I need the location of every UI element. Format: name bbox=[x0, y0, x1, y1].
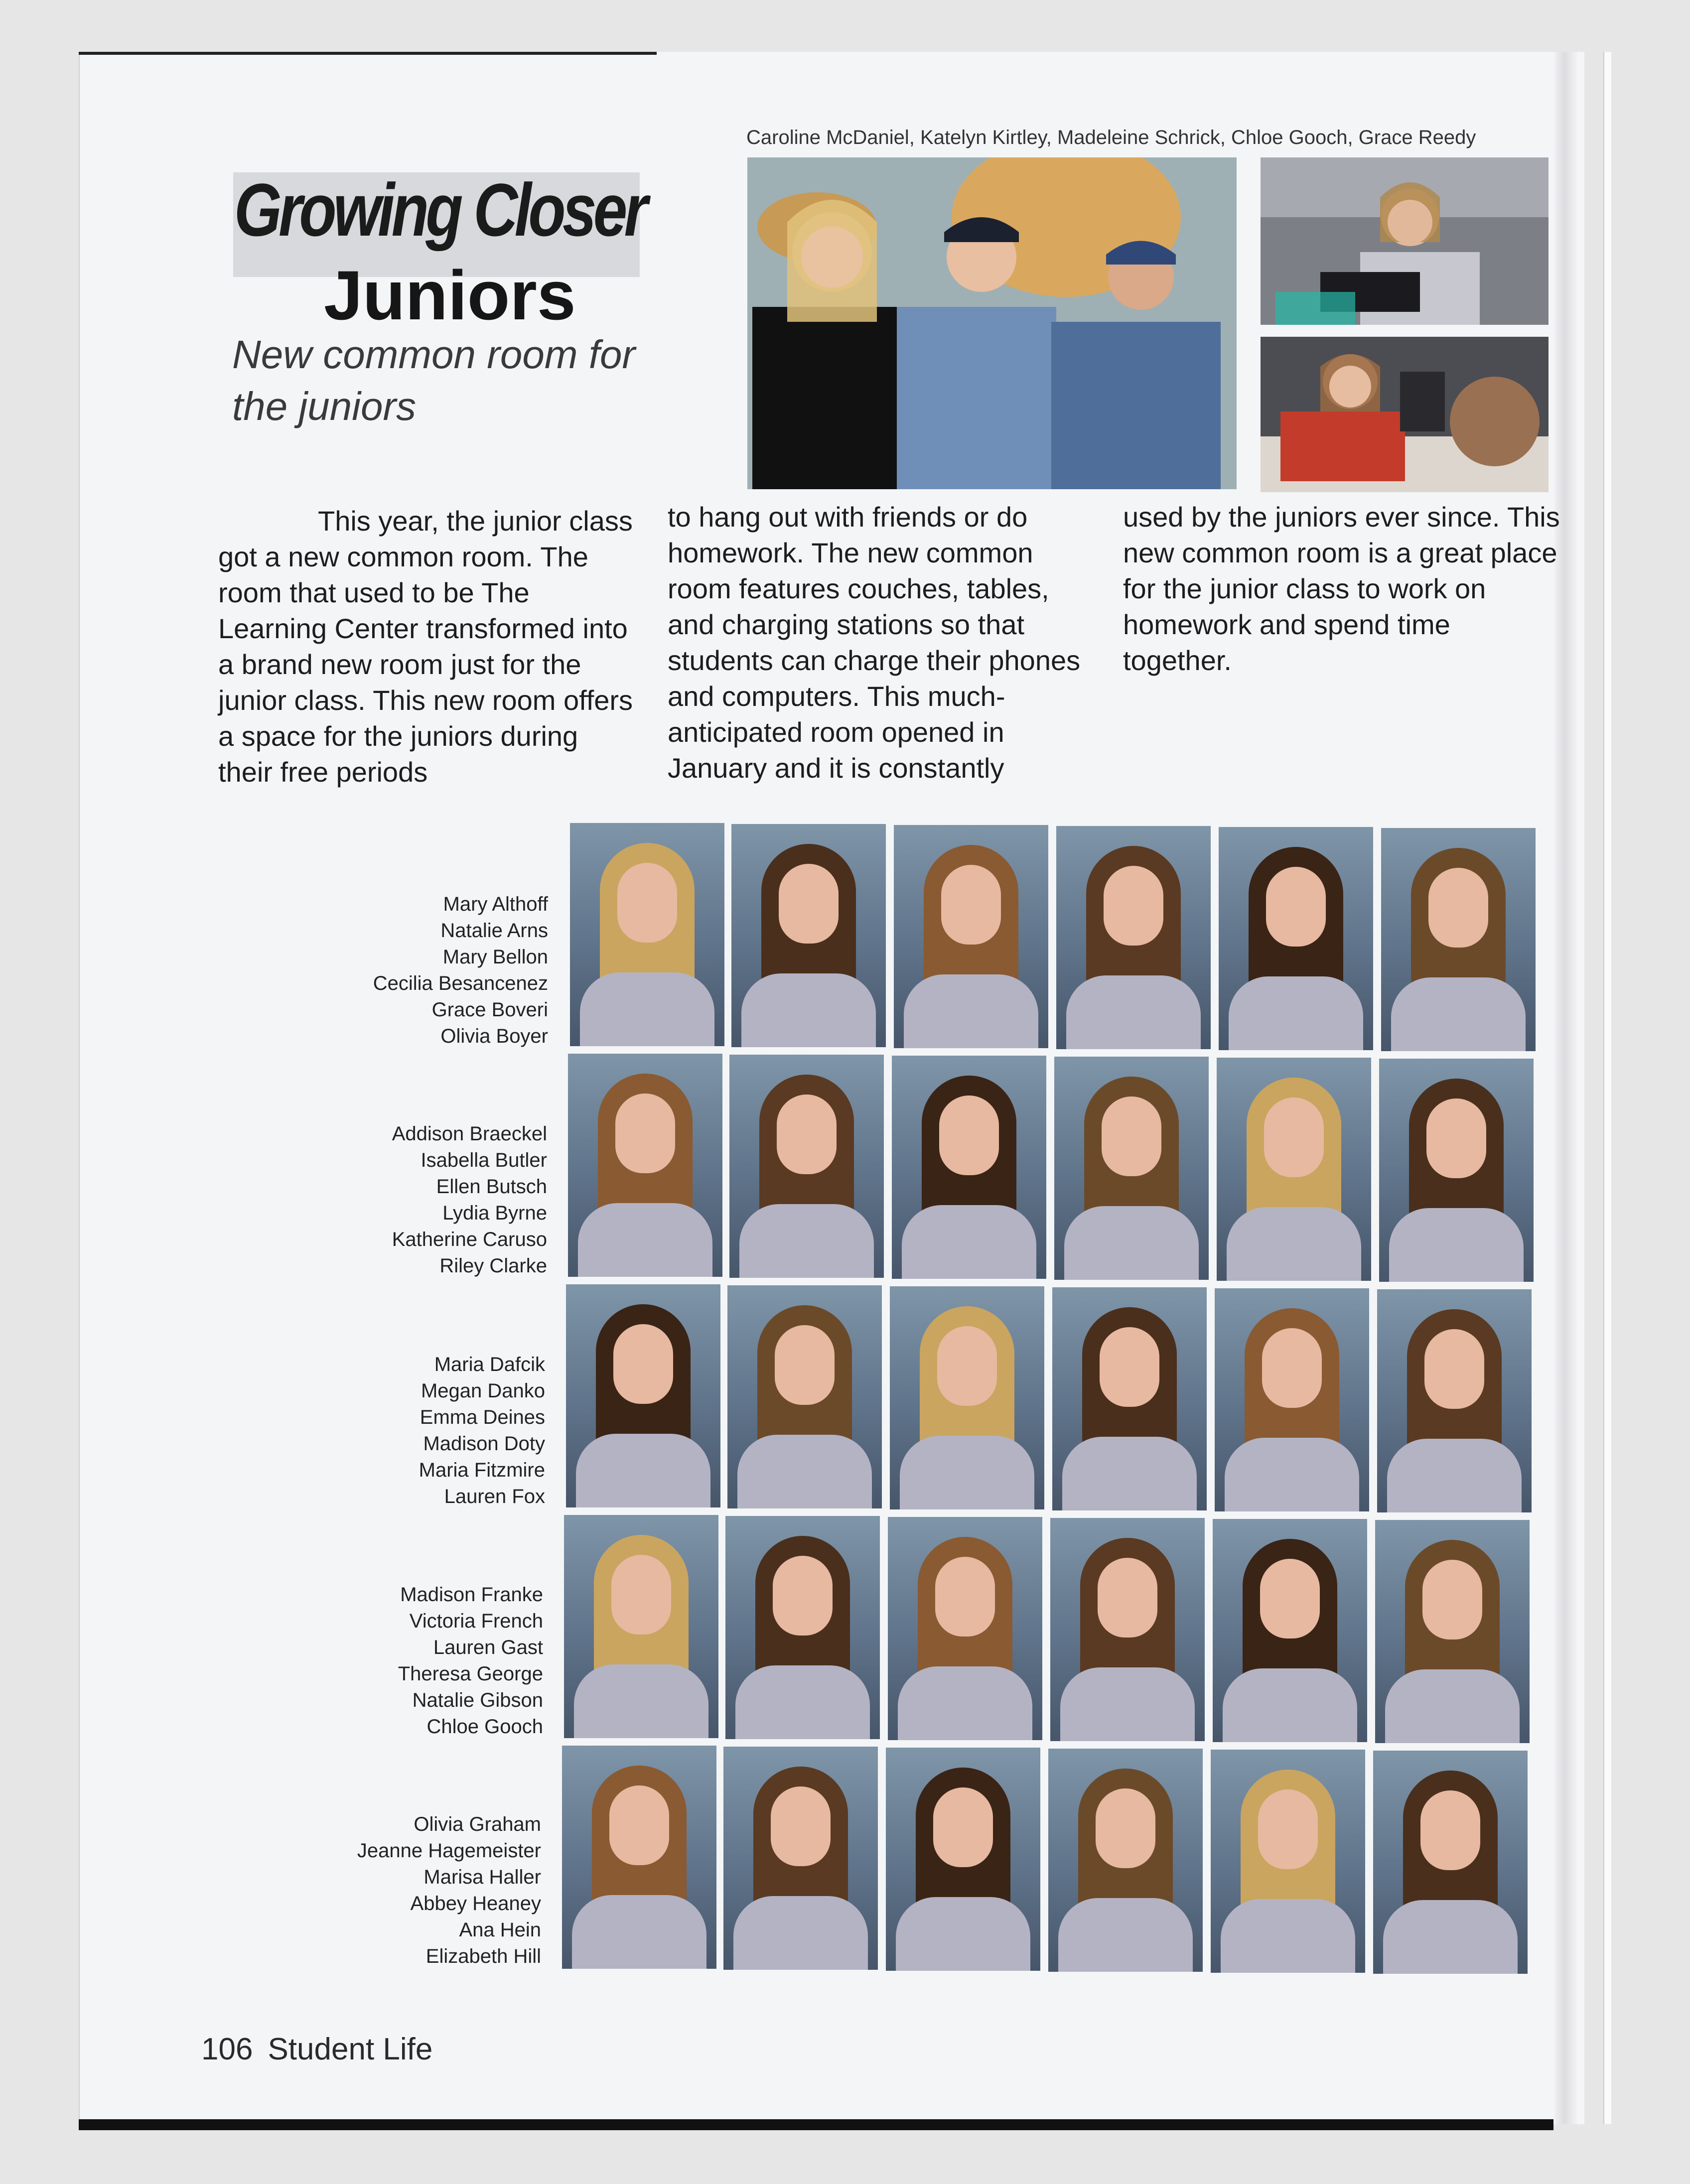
student-portrait bbox=[1215, 1288, 1369, 1511]
student-name: Maria Fitzmire bbox=[419, 1459, 545, 1481]
student-name: Lauren Fox bbox=[444, 1486, 545, 1507]
student-name: Maria Dafcik bbox=[434, 1354, 545, 1375]
student-portrait bbox=[1052, 1287, 1207, 1510]
student-name: Victoria French bbox=[409, 1610, 543, 1632]
student-name: Emma Deines bbox=[420, 1406, 545, 1428]
student-name: Lydia Byrne bbox=[442, 1202, 547, 1224]
name-list-row-5 bbox=[222, 1811, 541, 1970]
student-name: Ana Hein bbox=[459, 1919, 541, 1941]
student-portrait bbox=[570, 823, 724, 1046]
student-name: Natalie Gibson bbox=[412, 1689, 543, 1711]
studying-photo bbox=[1261, 337, 1549, 492]
reading-photo bbox=[1261, 157, 1549, 325]
student-name: Cecilia Besancenez bbox=[373, 972, 548, 994]
student-portrait bbox=[568, 1054, 722, 1277]
student-name: Megan Danko bbox=[421, 1380, 545, 1402]
student-portrait bbox=[566, 1284, 720, 1507]
article-column-1 bbox=[218, 503, 637, 790]
name-list-row-4 bbox=[224, 1582, 543, 1740]
student-name: Olivia Graham bbox=[414, 1813, 541, 1835]
page-edge bbox=[1603, 52, 1611, 2124]
page-spine bbox=[1554, 52, 1579, 2124]
student-name: Addison Braeckel bbox=[392, 1123, 547, 1145]
student-name: Mary Bellon bbox=[442, 946, 548, 968]
group-photo bbox=[747, 157, 1237, 489]
student-name: Olivia Boyer bbox=[440, 1025, 548, 1047]
student-name: Elizabeth Hill bbox=[425, 1945, 541, 1967]
student-portrait bbox=[1375, 1520, 1530, 1743]
student-name: Ellen Butsch bbox=[436, 1176, 547, 1198]
student-portrait bbox=[729, 1055, 884, 1278]
student-portrait bbox=[564, 1515, 718, 1738]
student-name: Katherine Caruso bbox=[392, 1228, 547, 1250]
student-portrait bbox=[1056, 826, 1211, 1049]
student-name: Chloe Gooch bbox=[426, 1716, 543, 1738]
article-column-3 bbox=[1123, 499, 1561, 679]
student-portrait bbox=[1217, 1058, 1371, 1281]
article-column-2 bbox=[668, 499, 1096, 786]
student-name: Isabella Butler bbox=[421, 1149, 547, 1171]
student-name: Riley Clarke bbox=[439, 1255, 547, 1277]
student-portrait bbox=[1373, 1751, 1528, 1974]
student-portrait bbox=[1381, 828, 1536, 1051]
page-number: 106 bbox=[201, 2032, 253, 2066]
student-portrait bbox=[1377, 1289, 1532, 1512]
page-description: New common room for the juniors bbox=[232, 332, 636, 428]
student-name: Marisa Haller bbox=[423, 1866, 541, 1888]
student-portrait bbox=[894, 825, 1048, 1048]
name-list-row-1 bbox=[229, 891, 548, 1050]
page-footer bbox=[201, 2032, 432, 2067]
student-name: Natalie Arns bbox=[440, 920, 548, 942]
student-portrait bbox=[1054, 1057, 1209, 1280]
photo-caption: Caroline McDaniel, Katelyn Kirtley, Madeleine Schrick, Chloe Gooch, Grace Reedy bbox=[746, 127, 1476, 148]
article-text-1: This year, the junior class got a new common room. The room that used to be The Learning Center transformed into a brand new room just for the junior class. This new room offers a space for the juniors during their free periods bbox=[218, 505, 633, 788]
student-portrait bbox=[1219, 827, 1373, 1050]
top-rule bbox=[79, 52, 657, 55]
page-title: Growing Closer bbox=[234, 168, 645, 252]
student-portrait bbox=[731, 824, 886, 1047]
name-list-row-3 bbox=[226, 1352, 545, 1510]
student-portrait bbox=[727, 1285, 882, 1508]
student-portrait bbox=[725, 1516, 880, 1739]
student-name: Grace Boveri bbox=[431, 999, 548, 1021]
name-list-row-2 bbox=[228, 1121, 547, 1279]
student-portrait bbox=[562, 1746, 716, 1969]
student-portrait bbox=[886, 1748, 1040, 1971]
section-name: Student Life bbox=[268, 2032, 433, 2066]
student-portrait bbox=[1048, 1749, 1203, 1972]
student-portrait bbox=[1050, 1518, 1205, 1741]
article-text-2: to hang out with friends or do homework. The new common room features couches, tables, and charging stations so that students can charge their phones and computers. This much-anticipated room opened in January and it is constantly bbox=[668, 501, 1081, 784]
student-name: Abbey Heaney bbox=[410, 1893, 541, 1914]
page-subtitle: Juniors bbox=[324, 256, 576, 334]
student-portrait bbox=[1211, 1750, 1365, 1973]
student-portrait bbox=[892, 1056, 1046, 1279]
student-name: Madison Doty bbox=[423, 1433, 545, 1455]
article-text-3: used by the juniors ever since. This new common room is a great place for the junior class to work on homework and spend time together. bbox=[1123, 501, 1560, 676]
student-portrait bbox=[888, 1517, 1042, 1740]
student-portrait bbox=[890, 1286, 1044, 1509]
student-portrait bbox=[1213, 1519, 1367, 1742]
student-name: Theresa George bbox=[398, 1663, 543, 1685]
student-name: Lauren Gast bbox=[433, 1637, 543, 1658]
student-name: Jeanne Hagemeister bbox=[357, 1840, 541, 1862]
student-name: Madison Franke bbox=[400, 1584, 543, 1606]
student-name: Mary Althoff bbox=[443, 893, 548, 915]
student-portrait bbox=[723, 1747, 878, 1970]
bottom-rule bbox=[79, 2119, 1553, 2130]
student-portrait bbox=[1379, 1059, 1534, 1282]
